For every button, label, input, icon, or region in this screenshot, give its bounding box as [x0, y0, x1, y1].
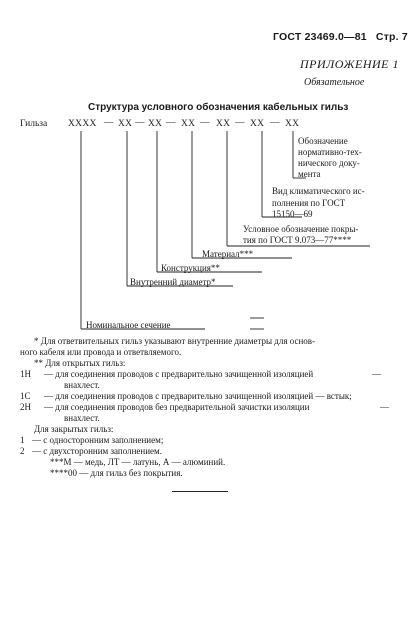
- segment-construction: XX: [148, 119, 163, 129]
- note-2: ** Для открытых гильз:: [34, 358, 126, 368]
- note-text: внахлест.: [64, 413, 100, 423]
- desc-climatic: Вид климатического ис- полнения по ГОСТ 15150—69: [272, 186, 365, 219]
- appendix-title: ПРИЛОЖЕНИЕ 1: [300, 57, 399, 71]
- desc-nominal-section: Номинальное сечение: [86, 320, 171, 330]
- desc-normative-doc: Обозначение нормативно-тех- нического доку- мента: [298, 136, 362, 179]
- note-text: — с двухсторонним заполнением.: [32, 446, 162, 456]
- segment-separator: —: [104, 118, 114, 128]
- segment-separator: —: [135, 118, 145, 128]
- segment-climatic: XX: [250, 119, 265, 129]
- note-4: ****00 — для гильз без покрытия.: [50, 468, 183, 478]
- note-text: — для соединения проводов с предварительно зачищенной изоляцией: [44, 369, 314, 379]
- standard-number: ГОСТ 23469.0—81: [273, 31, 367, 43]
- segment-normative-doc: XX: [285, 119, 300, 129]
- note-code: 2: [20, 446, 25, 456]
- page-number: Стр. 7: [375, 31, 408, 43]
- desc-inner-diameter: Внутренний диаметр*: [130, 277, 216, 287]
- end-rule: [172, 491, 228, 492]
- note-code: 1: [20, 435, 25, 445]
- note-text: — с односторонним заполнением;: [32, 435, 164, 445]
- note-text: — для соединения проводов с предварительно зачищенной изоляцией — встык;: [44, 391, 352, 401]
- code-label: Гильза: [20, 119, 48, 129]
- note-3: ***М — медь, ЛТ — латунь, А — алюминий.: [50, 457, 226, 467]
- note-code: 1Н: [20, 369, 31, 379]
- note-dash: —: [380, 402, 389, 412]
- segment-separator: —: [235, 118, 245, 128]
- segment-diameter: XX: [118, 119, 133, 129]
- desc-material: Материал***: [202, 249, 254, 259]
- note-text: — для соединения проводов без предварительной зачистки изоляции: [44, 402, 310, 412]
- note-1: * Для ответвительных гильз указывают внутренние диаметры для основ-: [34, 336, 316, 346]
- note-code: 2Н: [20, 402, 31, 412]
- note-1-cont: ного кабеля или провода и ответвляемого.: [20, 347, 182, 357]
- desc-coating: Условное обозначение покры- тия по ГОСТ 9.073—77****: [243, 224, 359, 245]
- note-closed-heading: Для закрытых гильз:: [34, 424, 114, 434]
- segment-coating: XX: [216, 119, 231, 129]
- note-dash: —: [372, 369, 381, 379]
- note-code: 1С: [20, 391, 31, 401]
- segment-separator: —: [200, 118, 210, 128]
- appendix-status: Обязательное: [304, 77, 365, 88]
- diagram-title: Структура условного обозначения кабельных гильз: [88, 102, 349, 113]
- segment-separator: —: [270, 118, 280, 128]
- desc-construction: Конструкция**: [161, 263, 220, 273]
- segment-section: XXXX: [68, 119, 97, 129]
- note-text: внахлест.: [64, 380, 100, 390]
- segment-material: XX: [181, 119, 196, 129]
- segment-separator: —: [166, 118, 176, 128]
